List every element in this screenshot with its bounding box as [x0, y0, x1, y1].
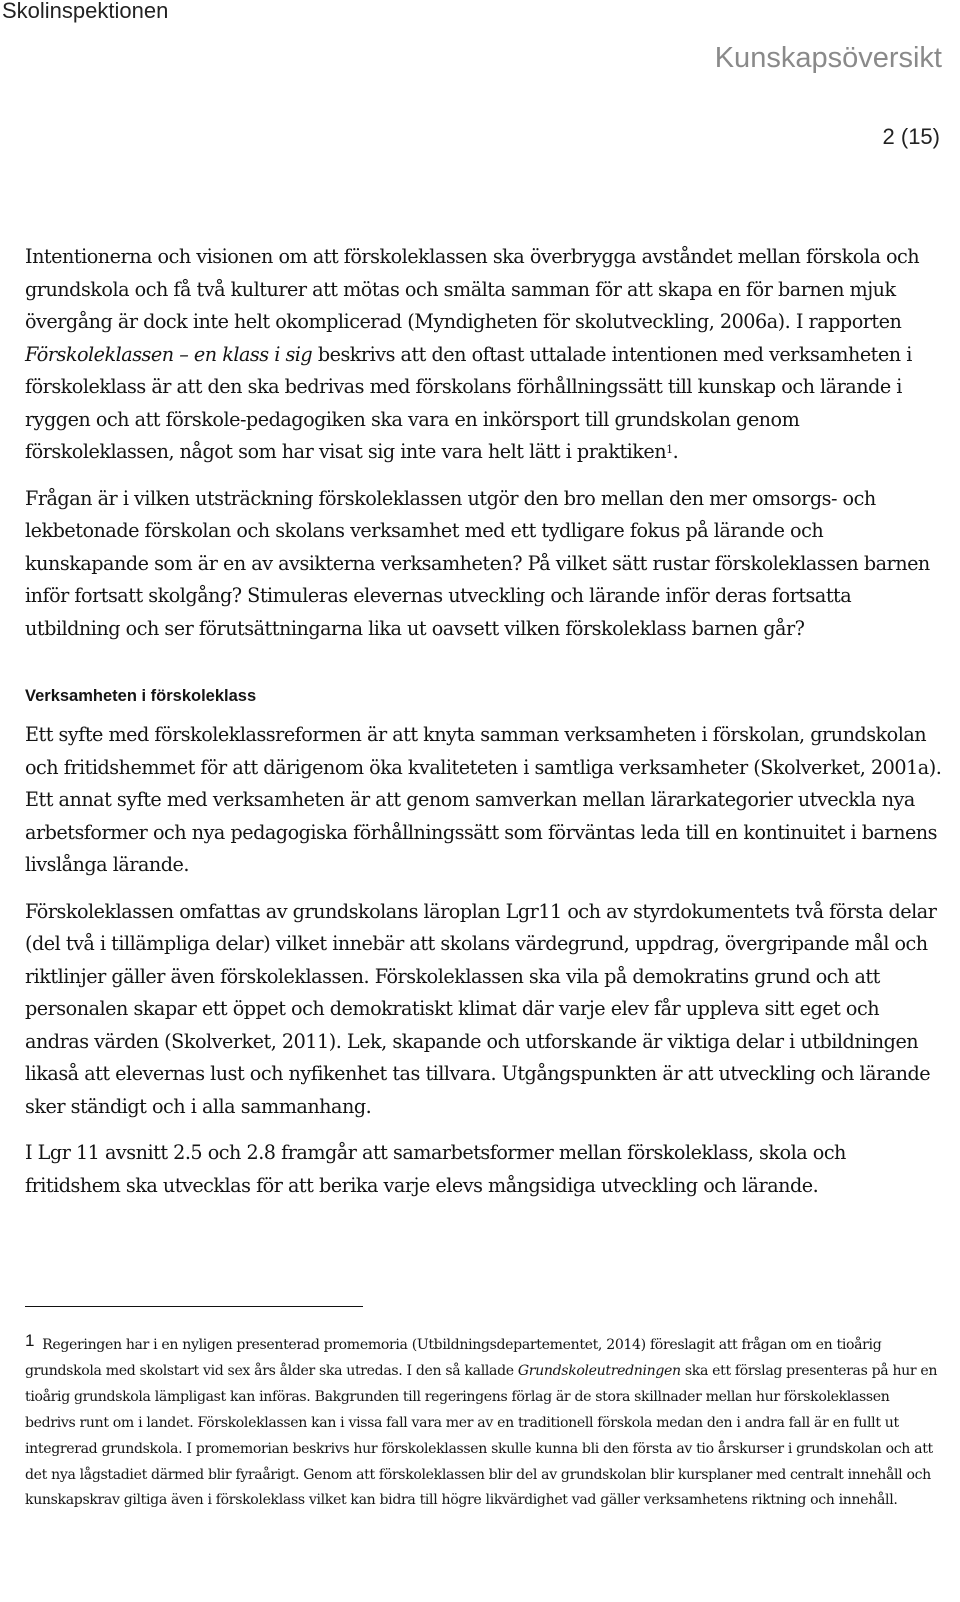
header-organization: Skolinspektionen — [2, 0, 169, 23]
header-document-title: Kunskapsöversikt — [714, 42, 942, 74]
footnote: 1 Regeringen har i en nyligen presenterad promemoria (Utbildningsdepartementet, 2014) föreslagit att frågan om en tioårig grundskola med skolstart vid sex års ålder ska utredas. I den så kallade Grundskoleutredningen ska ett förslag presenteras på hur en tioårig grundskola lämpligast kan införas. Bakgrunden till regeringens förlag är de stora skillnader mellan hur förskoleklassen bedrivs runt om i landet. Förskoleklassen kan i vissa fall vara mer av en traditionell förskola medan den i andra fall är en fullt ut integrerad grundskola. I promemorian beskrivs hur förskoleklassen skulle kunna bli den första av tio årskurser i grundskolan och att det nya lågstadiet därmed blir fyraårigt. Genom att förskoleklassen blir del av grundskolan blir kursplaner med centralt innehåll och kunskapskrav giltiga även i förskoleklass vilket kan bidra till högre likvärdighet vad gäller verksamhetens riktning och innehåll. — [25, 1331, 938, 1509]
paragraph-2: Frågan är i vilken utsträckning förskoleklassen utgör den bro mellan den mer omsorgs- och lekbetonade förskolan och skolans verksamhet med ett tydligare fokus på lärande och kunskapande som är en av avsikterna verksamheten? På vilket sätt rustar förskoleklassen barnen inför fortsatt skolgång? Stimuleras elevernas utveckling och lärande inför deras fortsatta utbildning och ser förutsättningarna lika ut oavsett vilken förskoleklass barnen går? — [25, 486, 930, 640]
paragraph-3: Ett syfte med förskoleklassreformen är att knyta samman verksamheten i förskolan, grundskolan och fritidshemmet för att därigenom öka kvaliteteten i samtliga verksamheter (Skolverket, 2001a). Ett annat syfte med verksamheten är att genom samverkan mellan lärarkategorier utveckla nya arbetsformer och nya pedagogiska förhållningssätt som förväntas leda till en kontinuitet i barnens livslånga lärande. — [25, 723, 942, 876]
header-page-number: 2 (15) — [882, 124, 940, 149]
paragraph-4: Förskoleklassen omfattas av grundskolans läroplan Lgr11 och av styrdokumentets två första delar (del två i tillämpliga delar) vilket innebär att skolans värdegrund, uppdrag, övergripande mål och riktlinjer gäller även förskoleklassen. Förskoleklassen ska vila på demokratins grund och att personalen skapar ett öppet och demokratiskt klimat där varje elev får uppleva sitt eget och andras värden (Skolverket, 2011). Lek, skapande och utforskande är viktiga delar i utbildningen likaså att elevernas lust och nyfikenhet tas tillvara. Utgångspunkten är att utveckling och lärande sker ständigt och i alla sammanhang. — [25, 899, 937, 1118]
footnote-number: 1 — [25, 1331, 35, 1350]
footnote-emphasis: Grundskoleutredningen — [517, 1362, 681, 1379]
body-text — [25, 241, 943, 1216]
paragraph-5: I Lgr 11 avsnitt 2.5 och 2.8 framgår att samarbetsformer mellan förskoleklass, skola och fritidshem ska utvecklas för att berika varje elevs mångsidiga utveckling och lärande. — [25, 1141, 846, 1197]
footnote-reference[interactable]: 1 — [666, 443, 673, 456]
report-title: Förskoleklassen – en klass i sig — [25, 342, 313, 366]
footnote-separator — [25, 1306, 363, 1307]
paragraph-1: Intentionerna och visionen om att förskoleklassen ska överbrygga avståndet mellan förskola och grundskola och få två kulturer att mötas och smälta samman för att skapa en för barnen mjuk övergång är dock inte helt okomplicerad (Myndigheten för skolutveckling, 2006a). I rapporten Förskoleklassen – en klass i sig beskrivs att den oftast uttalade intentionen med verksamheten i förskoleklass är att den ska bedrivas med förskolans förhållningssätt till kunskap och lärande i ryggen och att förskole-pedagogiken ska vara en inkörsport till grundskolan genom förskoleklassen, något som har visat sig inte vara helt lätt i praktiken$^1$. — [25, 245, 920, 463]
section-heading: Verksamheten i förskoleklass — [25, 687, 257, 705]
